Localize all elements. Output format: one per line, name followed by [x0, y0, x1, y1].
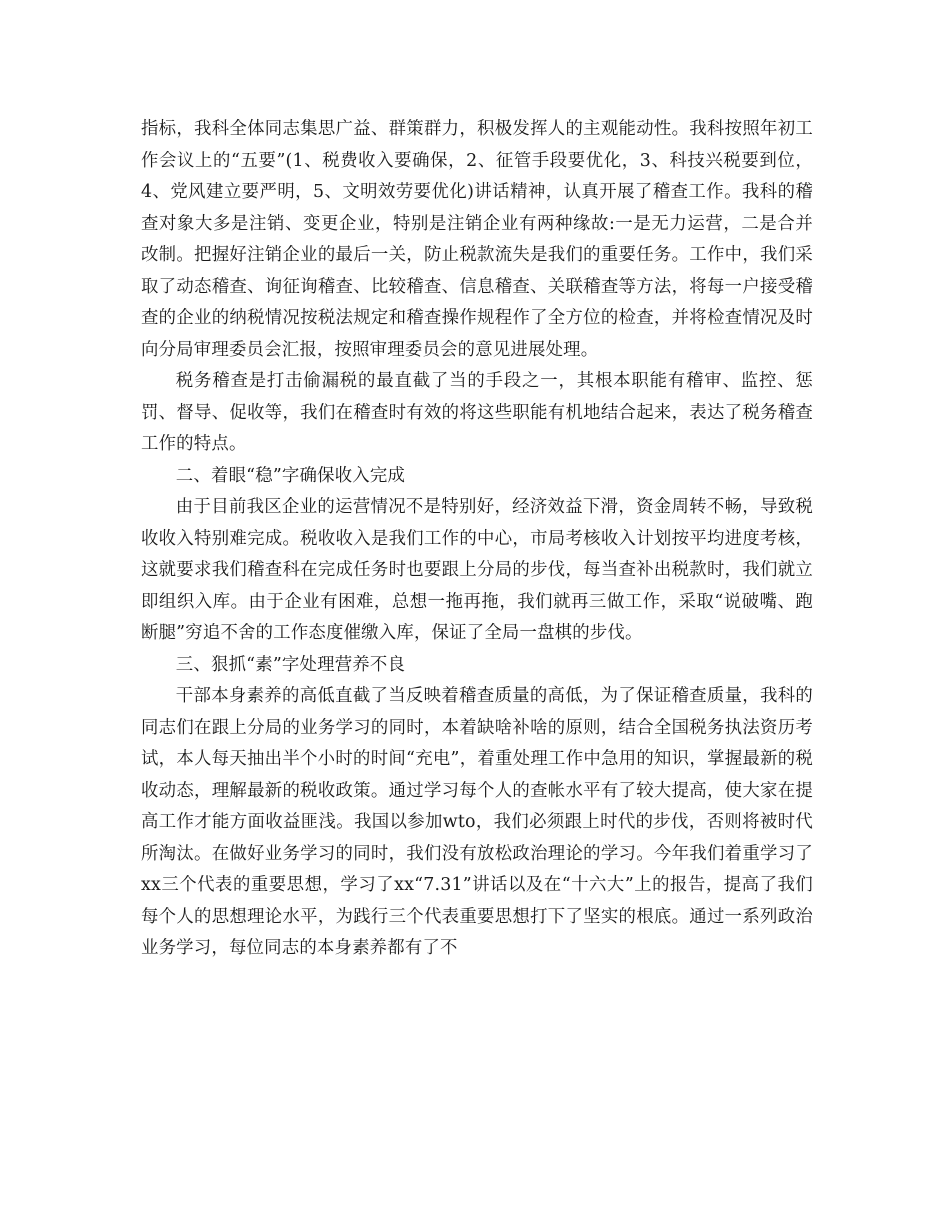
section-heading-2: 二、着眼“稳”字确保收入完成: [175, 465, 406, 486]
paragraph-tax-inspection: 税务稽查是打击偷漏税的最直截了当的手段之一，其根本职能有稽审、监控、惩罚、督导、促收等，我们在稽查时有效的将这些职能有机地结合起来，表达了税务稽查工作的特点。: [141, 371, 813, 454]
section-heading-3: 三、狠抓“素”字处理营养不良: [175, 654, 406, 675]
document-body: [141, 114, 813, 965]
paragraph-continuation: 指标，我科全体同志集思广益、群策群力，积极发挥人的主观能动性。我科按照年初工作会议上的“五要”(1、税费收入要确保，2、征管手段要优化，3、科技兴税要到位，4、党风建立要严明，5、文明效劳要优化)讲话精神，认真开展了稽查工作。我科的稽查对象大多是注销、变更企业，特别是注销企业有两种缘故:一是无力运营，二是合并改制。把握好注销企业的最后一关，防止税款流失是我们的重要任务。工作中，我们采取了动态稽查、询征询稽查、比较稽查、信息稽查、关联稽查等方法，将每一户接受稽查的企业的纳税情况按税法规定和稽查操作规程作了全方位的检查，并将检查情况及时向分局审理委员会汇报，按照审理委员会的意见进展处理。: [141, 119, 813, 360]
paragraph-quality: 干部本身素养的高低直截了当反映着稽查质量的高低，为了保证稽查质量，我科的同志们在跟上分局的业务学习的同时，本着缺啥补啥的原则，结合全国税务执法资历考试，本人每天抽出半个小时的时间“充电”，着重处理工作中急用的知识，掌握最新的税收动态，理解最新的税收政策。通过学习每个人的查帐水平有了较大提高，使大家在提高工作才能方面收益匪浅。我国以参加wto，我们必须跟上时代的步伐，否则将被时代所淘汰。在做好业务学习的同时，我们没有放松政治理论的学习。今年我们着重学习了xx三个代表的重要思想，学习了xx“7.31”讲话以及在“十六大”上的报告，提高了我们每个人的思想理论水平，为践行三个代表重要思想打下了坚实的根底。通过一系列政治业务学习，每位同志的本身素养都有了不: [141, 686, 813, 958]
paragraph-revenue: 由于目前我区企业的运营情况不是特别好，经济效益下滑，资金周转不畅，导致税收收入特别难完成。税收收入是我们工作的中心，市局考核收入计划按平均进度考核，这就要求我们稽查科在完成任务时也要跟上分局的步伐，每当查补出税款时，我们就立即组织入库。由于企业有困难，总想一拖再拖，我们就再三做工作，采取“说破嘴、跑断腿”穷追不舍的工作态度催缴入库，保证了全局一盘棋的步伐。: [141, 497, 813, 643]
